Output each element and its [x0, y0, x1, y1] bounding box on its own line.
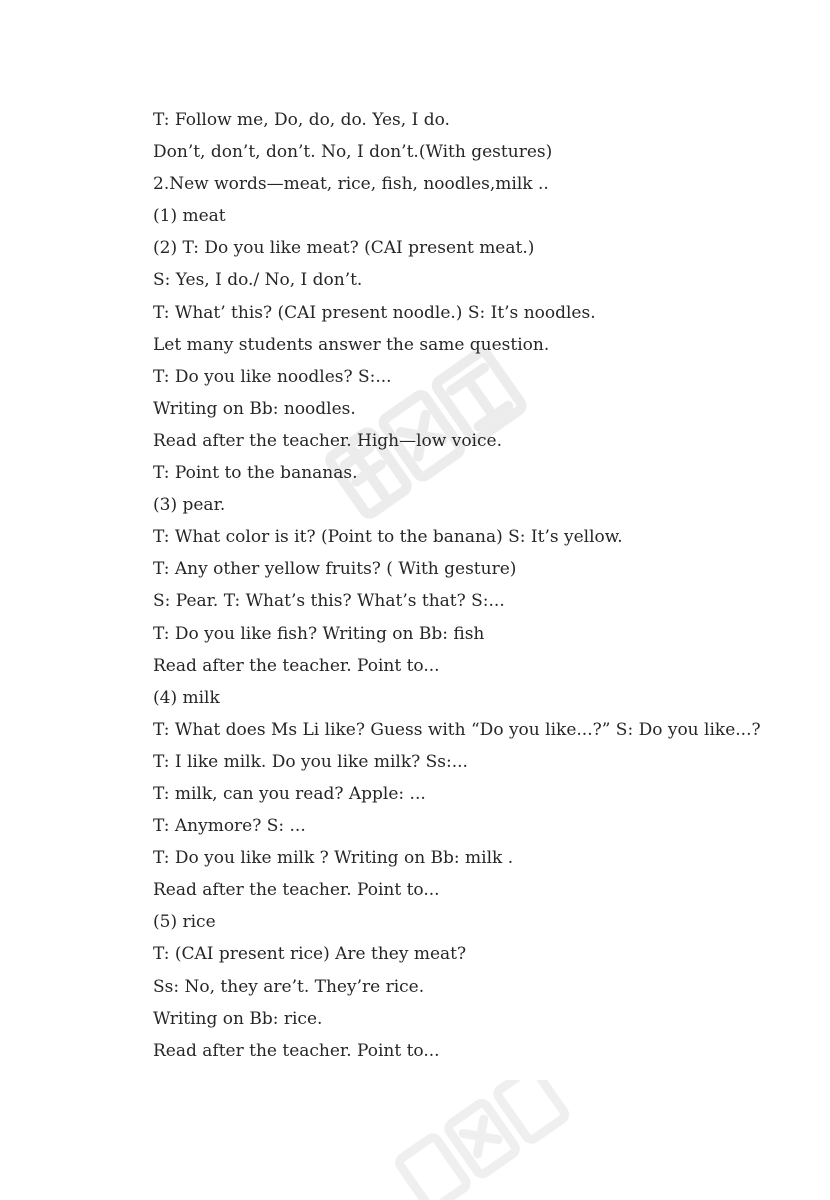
text-line: T: Anymore? S: ... — [153, 816, 306, 837]
text-line: Writing on Bb: noodles. — [153, 398, 356, 419]
text-line: (1) meat — [153, 206, 226, 227]
text-line: T: Do you like noodles? S:... — [153, 366, 392, 387]
text-line: Read after the teacher. Point to... — [153, 880, 440, 901]
text-line: Don’t, don’t, don’t. No, I don’t.(With gestures) — [153, 142, 553, 163]
text-line: S: Pear. T: What’s this? What’s that? S:... — [153, 591, 505, 612]
text-line: T: (CAI present rice) Are they meat? — [153, 944, 467, 965]
text-line: T: milk, can you read? Apple: ... — [153, 783, 426, 804]
text-line: Read after the teacher. Point to... — [153, 655, 440, 676]
watermark-logo-bottom — [380, 1080, 580, 1200]
text-line: Read after the teacher. High—low voice. — [153, 430, 502, 451]
text-line: Read after the teacher. Point to... — [153, 1040, 440, 1061]
text-line: (2) T: Do you like meat? (CAI present meat.) — [153, 238, 535, 259]
text-line: T: Any other yellow fruits? ( With gesture) — [153, 559, 517, 580]
text-line: 2.New words—meat, rice, fish, noodles,milk .. — [153, 174, 549, 195]
text-line: Writing on Bb: rice. — [153, 1008, 323, 1029]
lesson-text — [153, 107, 793, 1070]
text-line: T: Do you like fish? Writing on Bb: fish — [153, 623, 485, 644]
text-line: T: Do you like milk ? Writing on Bb: milk . — [153, 848, 514, 869]
text-line: T: Follow me, Do, do, do. Yes, I do. — [153, 110, 450, 130]
text-line: S: Yes, I do./ No, I don’t. — [153, 270, 363, 291]
text-line: T: I like milk. Do you like milk? Ss:... — [153, 751, 468, 772]
text-line: T: What color is it? (Point to the banana) S: It’s yellow. — [153, 527, 623, 548]
text-line: T: What does Ms Li like? Guess with “Do you like...?” S: Do you like...? — [153, 719, 761, 740]
text-line: (3) pear. — [153, 495, 226, 516]
text-line: Let many students answer the same question. — [153, 334, 550, 355]
text-line: T: Point to the bananas. — [153, 463, 358, 484]
text-line: T: What’ this? (CAI present noodle.) S: It’s noodles. — [153, 302, 596, 323]
text-line: Ss: No, they are’t. They’re rice. — [153, 976, 425, 997]
text-line: (4) milk — [153, 687, 220, 708]
text-line: (5) rice — [153, 912, 216, 933]
